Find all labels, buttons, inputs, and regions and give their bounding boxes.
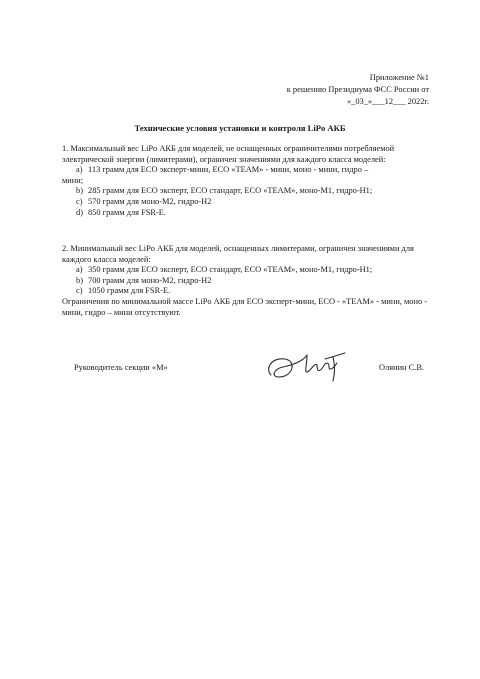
appendix-header [287,72,429,108]
appendix-date: «_03_»___12___ 2022г. [346,97,429,106]
document-title: Технические условия установки и контроля LiPo АКБ [134,123,346,133]
list-item: b) 700 грамм для моно-М2, гидро-Н2 [76,275,212,285]
section-1-list-cont [62,186,434,218]
section-max-weight [62,144,434,218]
list-item: a) 350 грамм для ECO эксперт, ECO стандарт, ECO «TEAM», моно-М1, гидро-Н1; [76,265,373,275]
signature-block [74,357,424,391]
list-item: c) 570 грамм для моно-М2, гидро-Н2 [76,196,212,206]
section-2-note: Ограничения по минимальной массе LiPo АКБ для ECO эксперт-мини, ECO - «TEAM» - мини, моно - мини, гидро – мини отсутствуют. [62,296,428,317]
handwritten-signature [263,347,353,387]
section-1-list [62,165,434,176]
signer-name: Олянин С.В. [379,363,424,372]
appendix-decision: к решению Президиума ФСС России от [286,85,429,94]
section-min-weight [62,244,434,318]
section-2-list [62,265,434,297]
signer-role: Руководитель секции «М» [74,363,168,372]
appendix-number: Приложение №1 [369,73,429,82]
section-2-lead: 2. Минимальный вес LiPo АКБ для моделей, оснащенных лимитерами, ограничен значениями для каждого класса моделей: [62,244,414,264]
list-item: a) 113 грамм для ECO эксперт-мини, ECO «TEAM» - мини, моно - мини, гидро – [76,165,369,175]
list-item: b) 285 грамм для ECO эксперт, ECO стандарт, ECO «TEAM», моно-М1, гидро-Н1; [76,186,373,196]
list-item: d) 850 грамм для FSR-E. [76,207,166,217]
list-item: c) 1050 грамм для FSR-E. [76,286,171,296]
list-item-continuation: мини; [62,175,84,185]
section-1-lead: 1. Максимальный вес LiPo АКБ для моделей, не оснащенных ограничителями потребляемой электрической энергии (лимитерами), ограничен значениями для каждого класса моделей: [62,144,395,164]
